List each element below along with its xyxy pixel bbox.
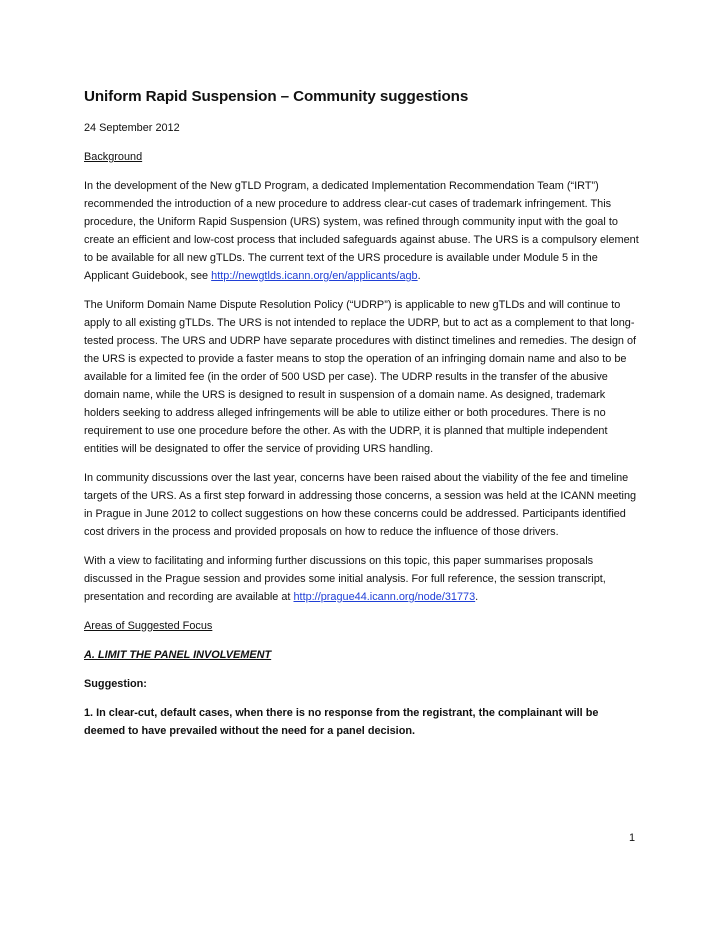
document-body [84,82,640,740]
areas-heading: Areas of Suggested Focus [84,620,213,632]
document-date: 24 September 2012 [84,122,180,134]
paragraph-4 [84,552,640,606]
agb-link[interactable]: http://newgtlds.icann.org/en/applicants/agb [211,270,418,282]
suggestion-1: 1. In clear-cut, default cases, when there is no response from the registrant, the complainant will be deemed to have prevailed without the need for a panel decision. [84,707,599,737]
paragraph-1-end: . [417,270,421,282]
paragraph-1 [84,177,640,285]
page-number: 1 [629,832,636,844]
paragraph-4-text: With a view to facilitating and informing further discussions on this topic, this paper summarises proposals discussed in the Prague session and provides some initial analysis. For full reference, the session transcript, presentation and recording are available at [84,555,606,603]
prague-session-link[interactable]: http://prague44.icann.org/node/31773 [293,591,476,603]
background-heading: Background [84,151,143,163]
paragraph-3: In community discussions over the last year, concerns have been raised about the viability of the fee and timeline targets of the URS. As a first step forward in addressing those concerns, a session was held at the ICANN meeting in Prague in June 2012 to collect suggestions on how these concerns could be addressed. Participants identified cost drivers in the process and provided proposals on how to reduce the influence of those drivers. [84,472,637,538]
paragraph-2: The Uniform Domain Name Dispute Resolution Policy (“UDRP”) is applicable to new gTLDs and will continue to apply to all existing gTLDs. The URS is not intended to replace the UDRP, but to act as a complement to that long-tested process. The URS and UDRP have separate procedures with distinct timelines and remedies. The design of the URS is expected to provide a faster means to stop the operation of an infringing domain name and also to be available for a limited fee (in the order of 500 USD per case). The UDRP results in the transfer of the abusive domain name, while the URS is designed to result in suspension of a domain name. As designed, trademark holders seeking to address alleged infringements will be able to utilize either or both procedures. There is no requirement to use one procedure before the other. As with the UDRP, it is planned that multiple independent entities will be designated to offer the service of providing URS handling. [84,299,637,455]
section-a-heading: A. LIMIT THE PANEL INVOLVEMENT [84,649,272,661]
page-title: Uniform Rapid Suspension – Community suggestions [84,88,469,105]
suggestion-label: Suggestion: [84,678,147,690]
paragraph-1-text: In the development of the New gTLD Program, a dedicated Implementation Recommendation Team (“IRT”) recommended the introduction of a new procedure to address clear-cut cases of trademark infringement. This procedure, the Uniform Rapid Suspension (URS) system, was refined through community input with the goal to create an efficient and low-cost process that included safeguards against abuse. The URS is a compulsory element to be available for all new gTLDs. The current text of the URS procedure is available under Module 5 in the Applicant Guidebook, see [84,180,639,282]
paragraph-4-end: . [475,591,479,603]
